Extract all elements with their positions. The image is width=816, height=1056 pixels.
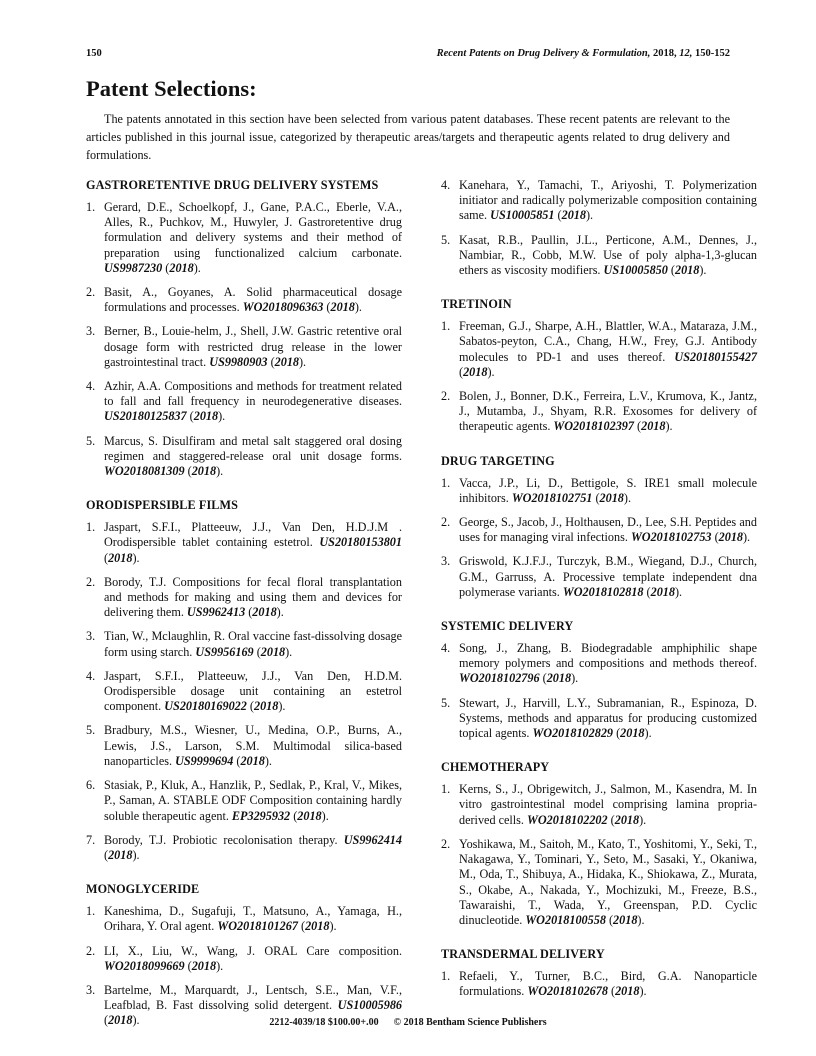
- section-heading: TRETINOIN: [441, 297, 512, 312]
- patent-entry: 2. LI, X., Liu, W., Wang, J. ORAL Care composition. WO2018099669 (2018).: [86, 943, 402, 973]
- entry-number: 2.: [441, 836, 451, 851]
- entry-number: 3.: [86, 324, 96, 339]
- patent-entry: 2. George, S., Jacob, J., Holthausen, D., Lee, S.H. Peptides and uses for managing viral infections. WO2018102753 (2018).: [441, 515, 757, 545]
- patent-list: [441, 782, 757, 928]
- patent-number: US20180169022: [164, 699, 247, 714]
- entry-text: Stewart, J., Harvill, L.Y., Subramanian, R., Espinoza, D. Systems, methods and apparatus for producing customized topical agents.: [459, 695, 757, 741]
- entry-text: Vacca, J.P., Li, D., Bettigole, S. IRE1 small molecule inhibitors.: [459, 475, 757, 505]
- right-column: [441, 178, 757, 1019]
- patent-number: WO2018102818: [562, 584, 644, 599]
- copyright: © 2018 Bentham Science Publishers: [393, 1017, 547, 1028]
- entry-text: Gerard, D.E., Schoelkopf, J., Gane, P.A.C., Eberle, V.A., Alles, R., Puchkov, M., Huwyler, J. Gastroretentive drug formulation and delivery systems and their method of preparation using functionalized calcium carbonate.: [104, 200, 402, 260]
- patent-number: WO2018101267: [217, 919, 298, 934]
- patent-entry: 4. Kanehara, Y., Tamachi, T., Ariyoshi, T. Polymerization initiator and radically polymerizable composition containing same. US10005851 (2018).: [441, 178, 757, 223]
- patent-entry: 1. Refaeli, Y., Turner, B.C., Bird, G.A. Nanoparticle formulations. WO2018102678 (2018).: [441, 969, 757, 999]
- entry-text: Bradbury, M.S., Wiesner, U., Medina, O.P., Burns, A., Lewis, J.S., Larson, S.M. Multimodal silica-based nanoparticles.: [104, 723, 402, 768]
- patent-year: 2018: [718, 530, 743, 545]
- patent-list: [441, 641, 757, 741]
- journal-name: Recent Patents on Drug Delivery & Formulation,: [436, 48, 651, 59]
- patent-year: 2018: [108, 550, 133, 565]
- section-heading: GASTRORETENTIVE DRUG DELIVERY SYSTEMS: [86, 178, 379, 192]
- patent-year: 2018: [615, 984, 640, 999]
- page-footer: [0, 1017, 816, 1028]
- patent-entry: 1. Vacca, J.P., Li, D., Bettigole, S. IRE1 small molecule inhibitors. WO2018102751 (2018).: [441, 475, 757, 505]
- patent-entry: 4. Jaspart, S.F.I., Platteeuw, J.J., Van Den, H.D.M. Orodispersible dosage unit containing an estetrol component. US20180169022 (2018).: [86, 668, 402, 714]
- patent-year: 2018: [674, 263, 700, 278]
- patent-list: [86, 904, 402, 1028]
- patent-entry: 3. Tian, W., Mclaughlin, R. Oral vaccine fast-dissolving dosage form using starch. US9956169 (2018).: [86, 629, 402, 659]
- entry-number: 2.: [86, 574, 96, 589]
- patent-year: 2018: [193, 409, 219, 424]
- patent-year: 2018: [253, 699, 279, 714]
- entry-number: 1.: [86, 520, 96, 535]
- journal-citation: [437, 48, 730, 59]
- entry-text: Borody, T.J. Probiotic recolonisation therapy.: [104, 832, 338, 847]
- entry-text: Stasiak, P., Kluk, A., Hanzlik, P., Sedlak, P., Kral, V., Mikes, P., Saman, A. STABLE ODF Composition containing hardly soluble therapeutic agent.: [104, 778, 402, 823]
- entry-text: Kerns, S., J., Obrigewitch, J., Salmon, M., Kasendra, M. In vitro gastrointestinal model comprising lamina propria-derived cells.: [459, 782, 757, 827]
- intro-paragraph: The patents annotated in this section have been selected from various patent databases. These recent patents are relevant to the articles published in this journal issue, categorized by therapeutic areas/targets and therapeutic agents related to drug delivery and formulations.: [86, 112, 730, 162]
- entry-number: 1.: [441, 319, 451, 334]
- patent-list: [86, 520, 402, 863]
- patent-number: US9987230: [104, 260, 163, 275]
- patent-entry: 1. Kaneshima, D., Sugafuji, T., Matsuno, A., Yamaga, H., Orihara, Y. Oral agent. WO2018101267 (2018).: [86, 904, 402, 934]
- patent-year: 2018: [641, 419, 666, 434]
- patent-year: 2018: [191, 958, 217, 973]
- entry-number: 2.: [441, 389, 451, 404]
- patent-entry: 1. Kerns, S., J., Obrigewitch, J., Salmon, M., Kasendra, M. In vitro gastrointestinal model comprising lamina propria-derived cells. WO2018102202 (2018).: [441, 782, 757, 827]
- entry-number: 4.: [86, 379, 96, 394]
- patent-number: EP3295932: [231, 808, 291, 823]
- entry-number: 1.: [86, 200, 96, 214]
- patent-entry: 4. Azhir, A.A. Compositions and methods for treatment related to fall and fall frequency in neurodegenerative diseases. US20180125837 (2018).: [86, 379, 402, 424]
- patent-year: 2018: [108, 1013, 133, 1028]
- entry-text: LI, X., Liu, W., Wang, J. ORAL Care composition.: [104, 943, 402, 958]
- entry-number: 5.: [86, 433, 96, 448]
- patent-number: US9962413: [186, 605, 246, 620]
- entry-text: Kanehara, Y., Tamachi, T., Ariyoshi, T. Polymerization initiator and radically polymerizable composition containing same.: [459, 178, 757, 223]
- journal-pages: 150-152: [695, 48, 730, 59]
- entry-text: Azhir, A.A. Compositions and methods for treatment related to fall and fall frequency in neurodegenerative diseases.: [104, 379, 402, 409]
- patent-year: 2018: [260, 644, 286, 659]
- journal-volume: 12,: [679, 48, 693, 59]
- entry-number: 5.: [441, 695, 451, 710]
- issn-price: 2212-4039/18 $100.00+.00: [269, 1017, 379, 1028]
- patent-entry: 1. Gerard, D.E., Schoelkopf, J., Gane, P.A.C., Eberle, V.A., Alles, R., Puchkov, M., Huwyler, J. Gastroretentive drug formulation and delivery systems and their method of preparation using functionalized calcium carbonate. US9987230 (2018).: [86, 200, 402, 275]
- patent-list: [441, 319, 757, 434]
- patent-number: US9999694: [175, 753, 234, 768]
- section-heading: SYSTEMIC DELIVERY: [441, 619, 574, 634]
- left-column: [86, 178, 402, 1048]
- patent-entry: 5. Kasat, R.B., Paullin, J.L., Perticone, A.M., Dennes, J., Nambiar, R., Cobb, M.W. Use of poly alpha-1,3-glucan ethers as viscosity modifiers. US10005850 (2018).: [441, 232, 757, 278]
- entry-text: Tian, W., Mclaughlin, R. Oral vaccine fast-dissolving dosage form using starch.: [104, 629, 402, 659]
- entry-number: 5.: [86, 723, 96, 738]
- entry-number: 2.: [86, 285, 96, 300]
- patent-number: WO2018102397: [553, 419, 634, 434]
- entry-text: George, S., Jacob, J., Holthausen, D., Lee, S.H. Peptides and uses for managing viral infections.: [459, 515, 757, 545]
- entry-number: 3.: [441, 554, 451, 569]
- patent-number: WO2018081309: [104, 464, 185, 479]
- entry-text: Bolen, J., Bonner, D.K., Ferreira, L.V., Krumova, K., Jantz, J., Mutamba, J., Shyam, R.R. Exosomes for delivery of therapeutic agents.: [459, 389, 757, 434]
- patent-list: [441, 969, 757, 999]
- entry-number: 3.: [86, 629, 96, 644]
- section-heading: TRANSDERMAL DELIVERY: [441, 947, 605, 962]
- entry-text: Basit, A., Goyanes, A. Solid pharmaceutical dosage formulations and processes.: [104, 285, 402, 315]
- entry-number: 5.: [441, 232, 451, 247]
- patent-number: US20180155427: [674, 349, 758, 364]
- patent-number: WO2018102753: [630, 530, 712, 545]
- patent-number: WO2018099669: [104, 958, 185, 973]
- entry-number: 1.: [86, 904, 96, 919]
- patent-entry: 2. Yoshikawa, M., Saitoh, M., Kato, T., Yoshitomi, Y., Seki, T., Nakagawa, Y., Tominari, Y., Seto, M., Sasaki, Y., Okaniwa, M., Oda, T., Shibuya, A., Hidaka, K., Shiokawa, Z., Murata, S., Okabe, A., Nakada, Y., Mochizuki, M., Freeze, B.S., Tawaraishi, T., Wada, Y., Greenspan, P.D. Cyclic dinucleotide. WO2018100558 (2018).: [441, 836, 757, 927]
- entry-number: 3.: [86, 982, 96, 997]
- patent-year: 2018: [561, 208, 586, 223]
- patent-number: WO2018102678: [527, 984, 608, 999]
- patent-number: US10005850: [603, 263, 668, 278]
- entry-number: 2.: [86, 943, 96, 958]
- patent-year: 2018: [305, 919, 330, 934]
- patent-year: 2018: [650, 584, 675, 599]
- entry-text: Refaeli, Y., Turner, B.C., Bird, G.A. Nanoparticle formulations.: [459, 969, 757, 999]
- entry-text: Bartelme, M., Marquardt, J., Lentsch, S.E., Man, V.F., Leafblad, B. Fast dissolving solid detergent.: [104, 982, 402, 1013]
- journal-year: 2018,: [653, 48, 677, 59]
- page-number: 150: [86, 48, 102, 59]
- patent-year: 2018: [108, 847, 133, 862]
- patent-number: US9956169: [195, 644, 254, 659]
- patent-entry: 3. Bartelme, M., Marquardt, J., Lentsch, S.E., Man, V.F., Leafblad, B. Fast dissolving solid detergent. US10005986 (2018).: [86, 982, 403, 1028]
- running-header: [86, 48, 730, 64]
- entry-text: Freeman, G.J., Sharpe, A.H., Blattler, W.A., Mataraza, J.M., Sabatos-peyton, C.A., Chang, H.W., Frey, G.J. Antibody molecules to PD-1 and uses thereof.: [459, 319, 757, 364]
- patent-number: US9980903: [209, 354, 268, 369]
- patent-year: 2018: [463, 364, 488, 379]
- patent-number: WO2018100558: [525, 912, 606, 927]
- patent-number: WO2018102796: [459, 671, 540, 686]
- patent-number: WO2018096363: [242, 300, 324, 315]
- entry-number: 2.: [441, 515, 451, 530]
- entry-number: 1.: [441, 475, 451, 490]
- patent-entry: 6. Stasiak, P., Kluk, A., Hanzlik, P., Sedlak, P., Kral, V., Mikes, P., Saman, A. STABLE ODF Composition containing hardly soluble therapeutic agent. EP3295932 (2018).: [86, 778, 402, 823]
- entry-text: Yoshikawa, M., Saitoh, M., Kato, T., Yoshitomi, Y., Seki, T., Nakagawa, Y., Tominari, Y., Seto, M., Sasaki, Y., Okaniwa, M., Oda, T., Shibuya, A., Hidaka, K., Shiokawa, Z., Murata, S., Okabe, A., Nakada, Y., Mochizuki, M., Freeze, B.S., Tawaraishi, T., Wada, Y., Greenspan, P.D. Cyclic dinucleotide.: [459, 836, 757, 927]
- patent-entry: 2. Bolen, J., Bonner, D.K., Ferreira, L.V., Krumova, K., Jantz, J., Mutamba, J., Shyam, R.R. Exosomes for delivery of therapeutic agents. WO2018102397 (2018).: [441, 389, 757, 434]
- patent-year: 2018: [330, 300, 355, 315]
- entry-text: Borody, T.J. Compositions for fecal floral transplantation and methods for making and using them and devices for delivering them.: [104, 574, 402, 620]
- entry-text: Jaspart, S.F.I., Platteeuw, J.J., Van Den, H.D.M. Orodispersible dosage unit containing an estetrol component.: [104, 668, 402, 714]
- entry-text: Griswold, K.J.F.J., Turczyk, B.M., Wiegand, D.J., Church, G.M., Garruss, A. Processive template independent dna polymerase variants.: [459, 554, 757, 599]
- entry-number: 7.: [86, 832, 96, 847]
- page-title: Patent Selections:: [86, 76, 257, 101]
- patent-year: 2018: [252, 605, 277, 620]
- patent-list: [441, 178, 757, 278]
- patent-entry: 5. Bradbury, M.S., Wiesner, U., Medina, O.P., Burns, A., Lewis, J.S., Larson, S.M. Multimodal silica-based nanoparticles. US9999694 (2018).: [86, 723, 402, 768]
- section-heading: DRUG TARGETING: [441, 453, 555, 468]
- patent-year: 2018: [297, 808, 322, 823]
- section-heading: ORODISPERSIBLE FILMS: [86, 498, 239, 513]
- patent-entry: 1. Jaspart, S.F.I., Platteeuw, J.J., Van Den, H.D.J.M . Orodispersible tablet containing estetrol. US20180153801 (2018).: [86, 520, 402, 565]
- patent-year: 2018: [599, 490, 624, 505]
- patent-year: 2018: [191, 464, 217, 479]
- patent-number: WO2018102202: [527, 812, 608, 827]
- entry-text: Jaspart, S.F.I., Platteeuw, J.J., Van Den, H.D.J.M . Orodispersible tablet containing estetrol.: [104, 520, 402, 550]
- patent-number: WO2018102751: [511, 490, 593, 505]
- patent-year: 2018: [613, 912, 638, 927]
- patent-entry: 7. Borody, T.J. Probiotic recolonisation therapy. US9962414 (2018).: [86, 832, 402, 862]
- entry-number: 1.: [441, 782, 451, 797]
- entry-text: Kasat, R.B., Paullin, J.L., Perticone, A.M., Dennes, J., Nambiar, R., Cobb, M.W. Use of poly alpha-1,3-glucan ethers as viscosity modifiers.: [459, 232, 757, 278]
- patent-year: 2018: [240, 753, 265, 768]
- patent-entry: 3. Berner, B., Louie-helm, J., Shell, J.W. Gastric retentive oral dosage form with restricted drug release in the lower gastrointestinal tract. US9980903 (2018).: [86, 324, 402, 369]
- entry-number: 1.: [441, 969, 451, 984]
- patent-entry: 2. Borody, T.J. Compositions for fecal floral transplantation and methods for making and using them and devices for delivering them. US9962413 (2018).: [86, 574, 402, 620]
- patent-year: 2018: [546, 671, 572, 686]
- patent-list: [86, 200, 402, 479]
- section-heading: MONOGLYCERIDE: [86, 882, 200, 897]
- entry-text: Song, J., Zhang, B. Biodegradable amphiphilic shape memory polymers and compositions and methods thereof.: [459, 641, 757, 671]
- entry-number: 4.: [441, 641, 451, 656]
- entry-number: 6.: [86, 778, 96, 793]
- patent-year: 2018: [614, 812, 640, 827]
- patent-entry: 4. Song, J., Zhang, B. Biodegradable amphiphilic shape memory polymers and compositions and methods thereof. WO2018102796 (2018).: [441, 641, 757, 686]
- patent-entry: 3. Griswold, K.J.F.J., Turczyk, B.M., Wiegand, D.J., Church, G.M., Garruss, A. Processive template independent dna polymerase variants. WO2018102818 (2018).: [441, 554, 757, 599]
- patent-entry: 1. Freeman, G.J., Sharpe, A.H., Blattler, W.A., Mataraza, J.M., Sabatos-peyton, C.A., Chang, H.W., Frey, G.J. Antibody molecules to PD-1 and uses thereof. US20180155427 (2018).: [441, 319, 758, 379]
- patent-number: US10005851: [490, 208, 555, 223]
- patent-number: US20180125837: [104, 409, 187, 424]
- entry-number: 4.: [441, 178, 451, 192]
- patent-number: US9962414: [343, 832, 402, 847]
- patent-entry: 5. Stewart, J., Harvill, L.Y., Subramanian, R., Espinoza, D. Systems, methods and apparatus for producing customized topical agents. WO2018102829 (2018).: [441, 695, 757, 741]
- entry-text: Marcus, S. Disulfiram and metal salt staggered oral dosing regimen and staggered-release oral unit dosage forms.: [104, 433, 402, 463]
- entry-text: Berner, B., Louie-helm, J., Shell, J.W. Gastric retentive oral dosage form with restricted drug release in the lower gastrointestinal tract.: [104, 324, 402, 369]
- entry-number: 4.: [86, 668, 96, 683]
- section-heading: CHEMOTHERAPY: [441, 760, 550, 775]
- patent-number: US10005986: [337, 998, 403, 1013]
- patent-list: [441, 476, 757, 600]
- patent-year: 2018: [274, 354, 299, 369]
- patent-entry: 5. Marcus, S. Disulfiram and metal salt staggered oral dosing regimen and staggered-release oral unit dosage forms. WO2018081309 (2018).: [86, 433, 402, 479]
- patent-year: 2018: [169, 260, 194, 275]
- patent-year: 2018: [620, 726, 645, 741]
- entry-text: Kaneshima, D., Sugafuji, T., Matsuno, A., Yamaga, H., Orihara, Y. Oral agent.: [104, 904, 402, 934]
- patent-number: WO2018102829: [532, 726, 614, 741]
- patent-entry: 2. Basit, A., Goyanes, A. Solid pharmaceutical dosage formulations and processes. WO2018096363 (2018).: [86, 285, 402, 315]
- patent-number: US20180153801: [319, 535, 402, 550]
